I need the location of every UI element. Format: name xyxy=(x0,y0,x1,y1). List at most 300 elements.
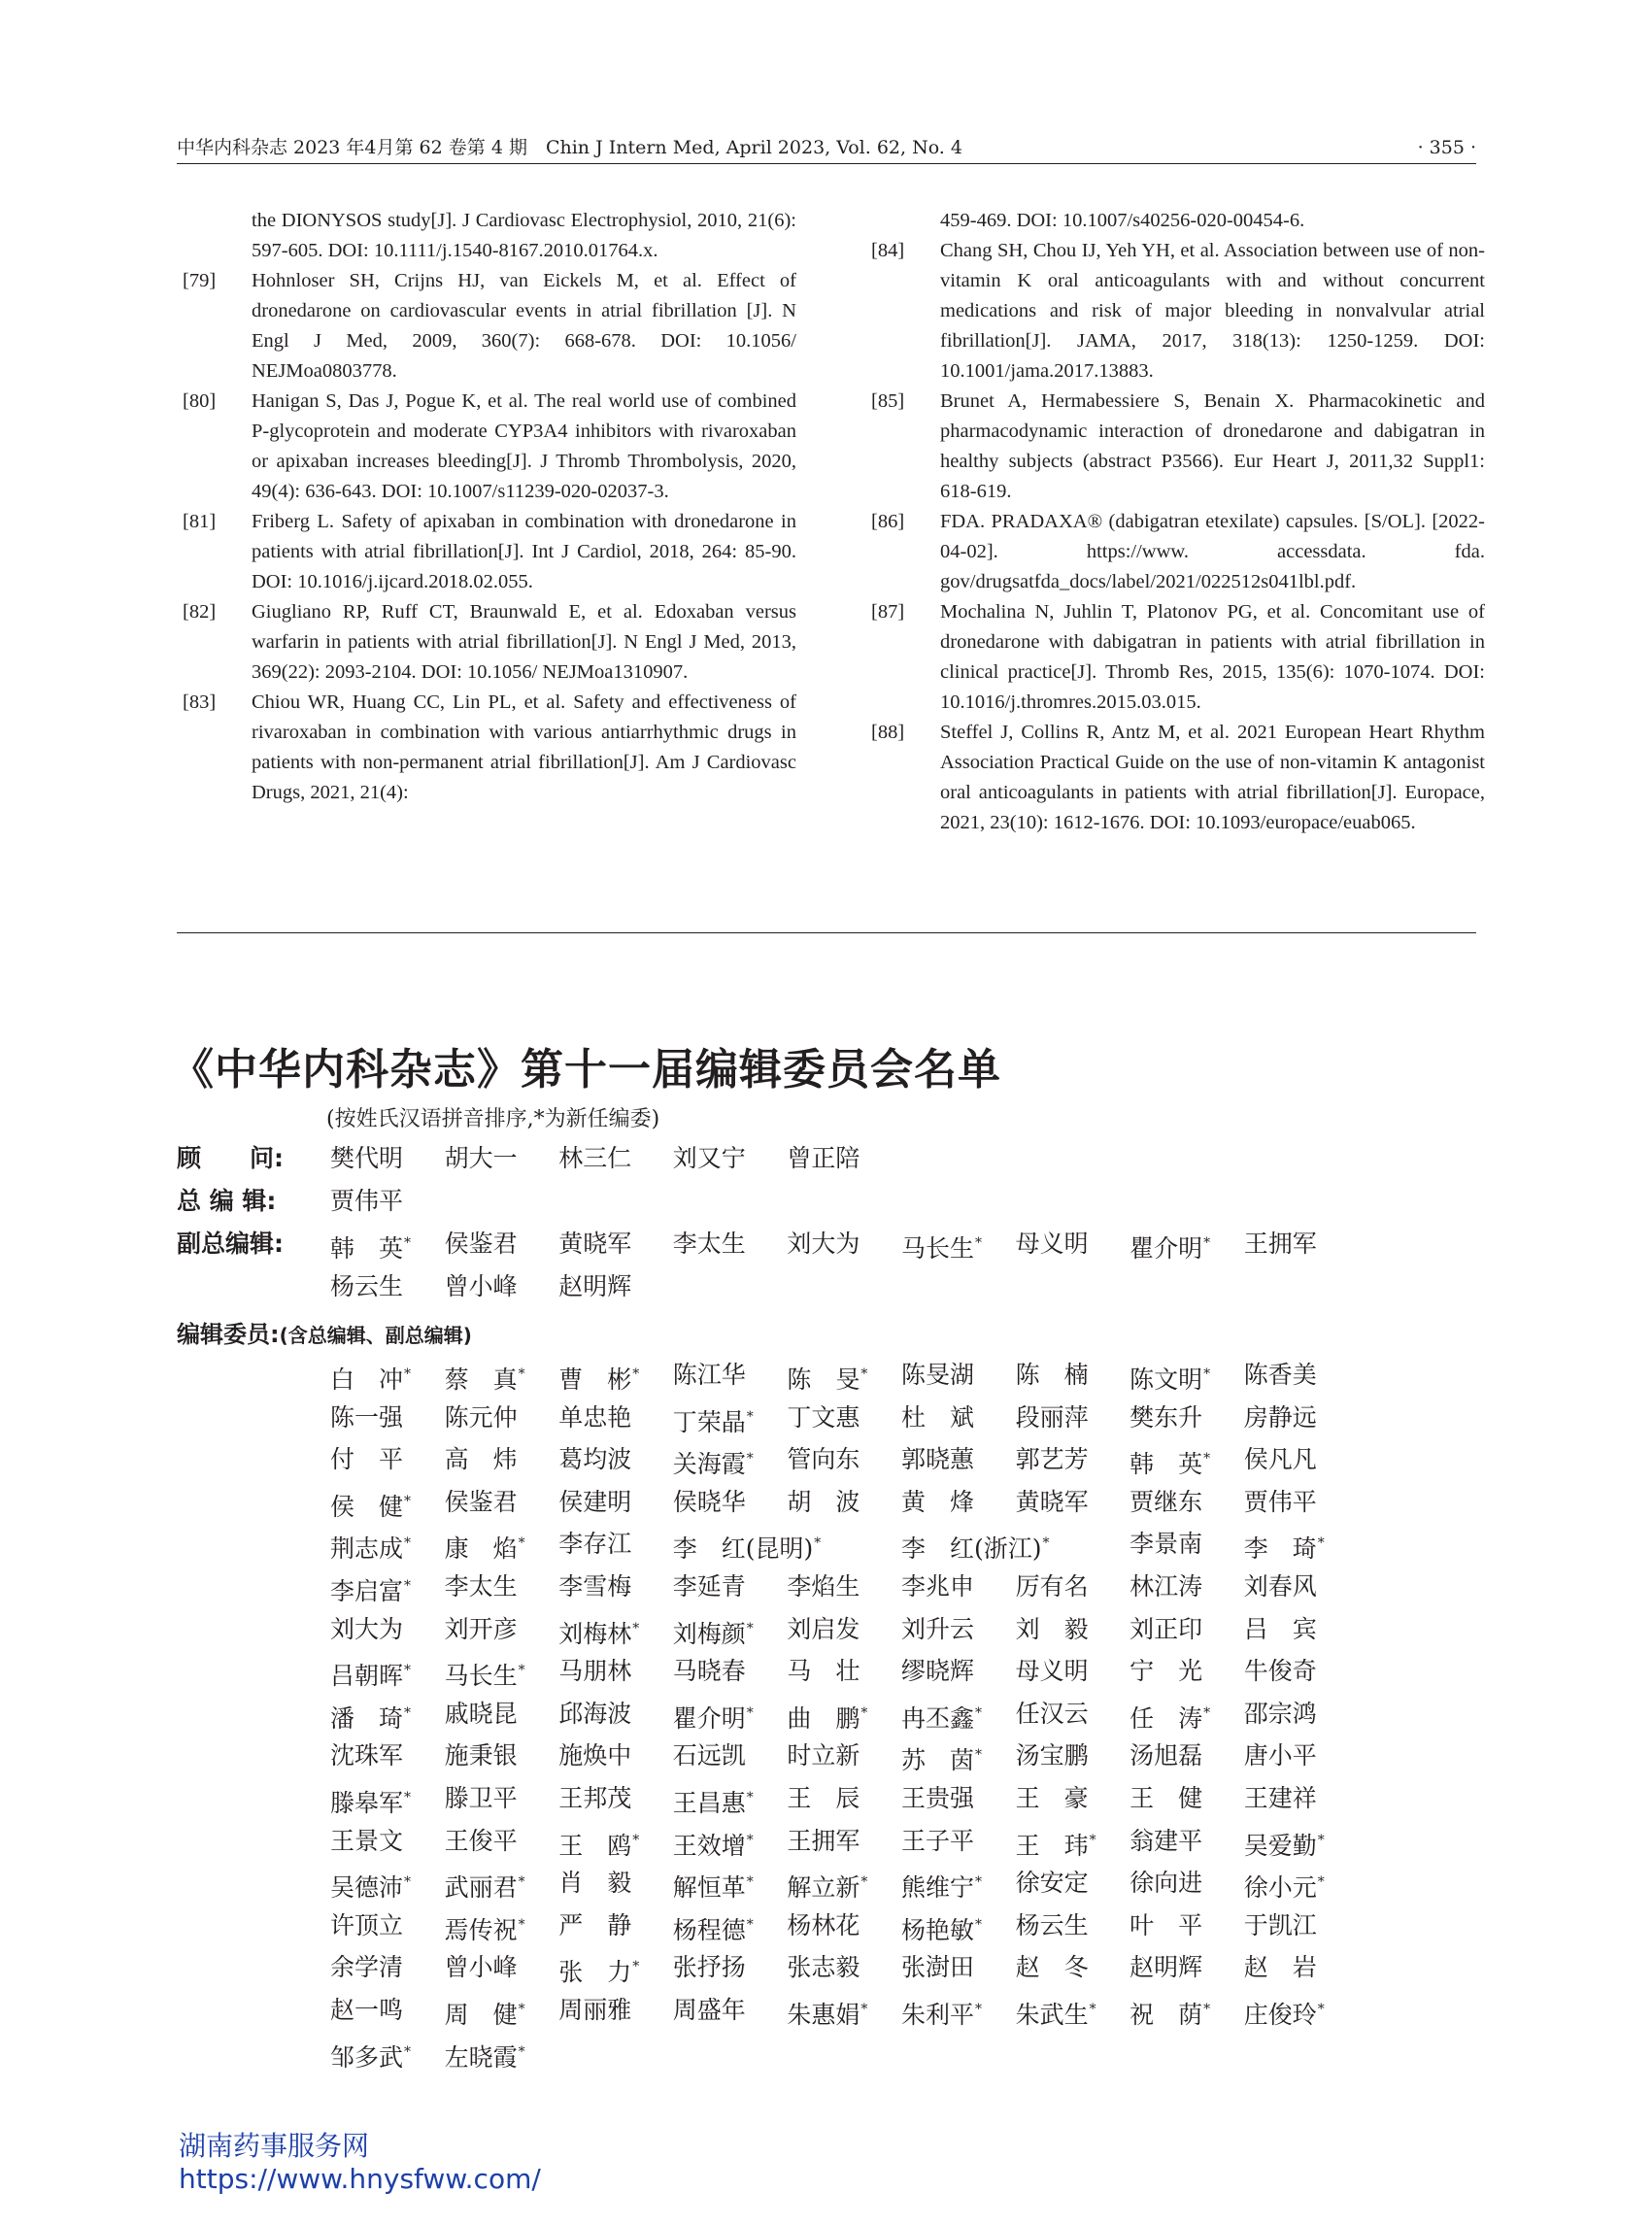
board-member-name xyxy=(445,1354,559,1397)
new-member-asterisk: * xyxy=(746,1832,754,1848)
board-member-name xyxy=(787,1862,901,1905)
member-name-text: 李景南 xyxy=(1129,1530,1203,1559)
board-member-name xyxy=(445,1481,559,1524)
new-member-asterisk: * xyxy=(404,1577,412,1594)
board-member-name xyxy=(1244,1820,1359,1863)
board-member-name xyxy=(445,1989,559,2032)
new-member-asterisk: * xyxy=(404,1663,412,1679)
board-member-name xyxy=(901,1820,1016,1863)
member-name-text: 王 玮 xyxy=(1015,1831,1089,1860)
board-member-name xyxy=(1129,1905,1244,1947)
board-member-name xyxy=(558,1223,673,1265)
new-member-asterisk: * xyxy=(404,1704,412,1721)
board-member-name xyxy=(901,1777,1016,1820)
reference-item xyxy=(183,688,796,808)
new-member-asterisk: * xyxy=(1203,2001,1211,2017)
member-name-text: 丁文惠 xyxy=(787,1402,860,1432)
new-member-asterisk: * xyxy=(1203,1235,1211,1251)
section-divider xyxy=(177,932,1476,933)
new-member-asterisk: * xyxy=(518,1535,525,1552)
board-member-name xyxy=(673,1223,788,1265)
new-member-asterisk: * xyxy=(1317,1535,1325,1552)
reference-number: [82] xyxy=(183,601,217,623)
board-member-name xyxy=(558,1946,673,1989)
member-name-text: 刘升云 xyxy=(900,1614,974,1643)
members-label-main: 编辑委员: xyxy=(177,1321,280,1348)
board-member-name xyxy=(1129,1438,1244,1481)
member-name-text: 解立新 xyxy=(787,1873,860,1903)
new-member-asterisk: * xyxy=(1089,1832,1096,1848)
board-member-name xyxy=(1244,1946,1359,1989)
new-member-asterisk: * xyxy=(632,1620,640,1636)
board-member-name xyxy=(787,1354,901,1397)
watermark-url: https://www.hnysfww.com/ xyxy=(179,2163,541,2195)
member-name-text: 郭艺芳 xyxy=(1015,1445,1089,1474)
board-member-name xyxy=(673,1820,788,1863)
page-number: · 355 · xyxy=(1417,137,1476,158)
member-name-text: 左晓霞 xyxy=(444,2042,518,2072)
board-member-name xyxy=(558,1265,673,1308)
board-member-name xyxy=(445,1608,559,1651)
reference-item xyxy=(871,597,1485,718)
member-name-text: 吴德沛 xyxy=(330,1873,404,1903)
new-member-asterisk: * xyxy=(518,2043,525,2060)
board-member-name xyxy=(558,1650,673,1693)
member-name-text: 张志毅 xyxy=(787,1953,860,1982)
member-name-text: 赵 岩 xyxy=(1243,1953,1317,1982)
board-member-name xyxy=(901,1481,1016,1524)
new-member-asterisk: * xyxy=(404,2043,412,2060)
member-name-text: 刘启发 xyxy=(787,1614,860,1643)
board-member-name xyxy=(1016,1777,1130,1820)
reference-number: [79] xyxy=(183,270,217,291)
board-member-name xyxy=(673,1523,901,1566)
reference-number: [85] xyxy=(871,390,905,412)
board-member-name xyxy=(445,1650,559,1693)
reference-text: Friberg L. Safety of apixaban in combination with dronedarone in patients with atrial fibrillation[J]. Int J Cardiol, 2018, 264: 85-90. DOI: 10.1016/j.ijcard.2018.02.055. xyxy=(252,511,796,592)
member-name-text: 赵明辉 xyxy=(1129,1953,1203,1982)
member-name-text: 付 平 xyxy=(330,1445,404,1474)
member-name-text: 许顶立 xyxy=(330,1910,404,1939)
member-name-text: 徐向进 xyxy=(1129,1869,1203,1898)
board-member-name xyxy=(330,1438,445,1481)
reference-item xyxy=(183,387,796,507)
board-member-name xyxy=(1129,1481,1244,1524)
new-member-asterisk: * xyxy=(1042,1535,1050,1552)
board-member-name xyxy=(673,1397,788,1439)
new-member-asterisk: * xyxy=(1203,1451,1211,1467)
board-member-name xyxy=(330,1137,445,1180)
member-name-text: 单忠艳 xyxy=(558,1402,632,1432)
reference-number: [88] xyxy=(871,722,905,743)
member-name-text: 管向东 xyxy=(787,1445,860,1474)
board-member-name xyxy=(330,1180,445,1223)
member-name-text: 马晓春 xyxy=(672,1657,746,1686)
member-name-text: 贾伟平 xyxy=(1243,1487,1317,1516)
reference-number: [84] xyxy=(871,240,905,261)
member-name-text: 段丽萍 xyxy=(1015,1402,1089,1432)
new-member-asterisk: * xyxy=(746,1408,754,1425)
new-member-asterisk: * xyxy=(974,1874,982,1891)
reference-item xyxy=(183,266,796,387)
board-member-name xyxy=(673,1905,788,1947)
member-name-text: 王效增 xyxy=(672,1831,746,1860)
board-member-name xyxy=(1244,1650,1359,1693)
board-member-name xyxy=(330,1650,445,1693)
member-name-text: 刘梅颜 xyxy=(672,1619,746,1648)
member-name-text: 施焕中 xyxy=(558,1741,632,1770)
board-member-name xyxy=(1244,1397,1359,1439)
member-name-text: 韩 英 xyxy=(1129,1450,1203,1479)
board-member-name xyxy=(901,1735,1016,1777)
member-name-text: 祝 荫 xyxy=(1129,2000,1203,2029)
member-name-text: 李 红(昆明) xyxy=(672,1534,814,1564)
board-member-name xyxy=(445,1946,559,1989)
member-name-text: 瞿介明 xyxy=(1129,1234,1203,1263)
new-member-asterisk: * xyxy=(632,1366,640,1382)
board-member-name xyxy=(673,1481,788,1524)
board-member-name xyxy=(1244,1481,1359,1524)
member-name-text: 陈一强 xyxy=(330,1402,404,1432)
member-name-text: 李兆申 xyxy=(900,1571,974,1601)
member-name-text: 瞿介明 xyxy=(672,1703,746,1733)
member-name-text: 王建祥 xyxy=(1243,1783,1317,1812)
member-name-text: 王子平 xyxy=(900,1826,974,1855)
board-member-name xyxy=(901,1438,1016,1481)
member-name-text: 牛俊奇 xyxy=(1243,1657,1317,1686)
reference-item xyxy=(871,206,1485,236)
member-name-text: 吕 宾 xyxy=(1243,1614,1317,1643)
references-right-column xyxy=(871,206,1485,838)
member-name-text: 康 焰 xyxy=(444,1534,518,1564)
new-member-asterisk: * xyxy=(518,1663,525,1679)
board-member-name xyxy=(1129,1862,1244,1905)
member-name-text: 张澍田 xyxy=(900,1953,974,1982)
new-member-asterisk: * xyxy=(746,1704,754,1721)
member-name-text: 王俊平 xyxy=(444,1826,518,1855)
member-name-text: 曾正陪 xyxy=(787,1144,860,1172)
members-sublabel: (含总编辑、副总编辑) xyxy=(279,1324,472,1347)
board-member-name xyxy=(1129,1397,1244,1439)
board-member-name xyxy=(1016,1693,1130,1736)
member-name-text: 王景文 xyxy=(330,1826,404,1855)
board-member-name xyxy=(1129,1354,1244,1397)
board-member-name xyxy=(330,1354,445,1397)
board-member-name xyxy=(1129,1650,1244,1693)
new-member-asterisk: * xyxy=(1089,2001,1096,2017)
new-member-asterisk: * xyxy=(404,1874,412,1891)
member-name-text: 黄 烽 xyxy=(900,1487,974,1516)
reference-item xyxy=(871,387,1485,507)
board-member-name xyxy=(558,1397,673,1439)
member-name-text: 滕卫平 xyxy=(444,1783,518,1812)
reference-text: Mochalina N, Juhlin T, Platonov PG, et al. Concomitant use of dronedarone with dabigatran in patients with atrial fibrillation in clinical practice[J]. Thromb Res, 2015, 135(6): 1070-1074. DOI: 10.1016/j.thromres.2015.03.015. xyxy=(940,601,1485,713)
member-name-text: 王 鸥 xyxy=(558,1831,632,1860)
reference-text: Hanigan S, Das J, Pogue K, et al. The real world use of combined P-glycoprotein and moderate CYP3A4 inhibitors with rivaroxaban or apixaban increases bleeding[J]. J Thromb Thrombolysis, 2020, 49(4): 636-643. DOI: 10.1007/s11239-020-02037-3. xyxy=(252,390,796,502)
member-name-text: 周丽雅 xyxy=(558,1995,632,2024)
member-name-text: 李雪梅 xyxy=(558,1571,632,1601)
reference-text: 459-469. DOI: 10.1007/s40256-020-00454-6. xyxy=(940,210,1305,231)
board-member-name xyxy=(558,1481,673,1524)
board-member-name xyxy=(558,1438,673,1481)
member-name-text: 林三仁 xyxy=(558,1144,632,1172)
member-name-text: 王邦茂 xyxy=(558,1783,632,1812)
board-member-name xyxy=(901,1223,1016,1265)
board-member-name xyxy=(445,1820,559,1863)
member-name-text: 侯凡凡 xyxy=(1243,1445,1317,1474)
board-member-name xyxy=(445,1523,559,1566)
new-member-asterisk: * xyxy=(746,1451,754,1467)
member-name-text: 陈旻湖 xyxy=(900,1361,974,1389)
member-name-text: 唐小平 xyxy=(1243,1741,1317,1770)
board-member-name xyxy=(673,1650,788,1693)
new-member-asterisk: * xyxy=(404,1535,412,1552)
board-member-name xyxy=(558,1820,673,1863)
member-name-text: 刘正印 xyxy=(1129,1614,1203,1643)
board-member-name xyxy=(787,1989,901,2032)
member-name-text: 王昌惠 xyxy=(672,1788,746,1817)
member-name-text: 汤宝鹏 xyxy=(1015,1741,1089,1770)
board-member-name xyxy=(673,1566,788,1608)
member-name-text: 樊东升 xyxy=(1129,1402,1203,1432)
member-name-text: 李 琦 xyxy=(1243,1534,1317,1564)
member-name-text: 厉有名 xyxy=(1015,1571,1089,1601)
board-member-name xyxy=(330,1777,445,1820)
board-member-name xyxy=(787,1946,901,1989)
reference-item xyxy=(871,236,1485,387)
advisors-list xyxy=(330,1137,1379,1180)
member-name-text: 王 健 xyxy=(1129,1783,1203,1812)
new-member-asterisk: * xyxy=(404,1235,412,1251)
board-member-name xyxy=(901,1650,1016,1693)
board-member-name xyxy=(1016,1905,1130,1947)
board-member-name xyxy=(1016,1438,1130,1481)
member-name-text: 陈香美 xyxy=(1243,1361,1317,1389)
board-member-name xyxy=(1129,1989,1244,2032)
members-label xyxy=(177,1318,472,1352)
member-name-text: 汤旭磊 xyxy=(1129,1741,1203,1770)
member-name-text: 马长生 xyxy=(444,1662,518,1691)
board-member-name xyxy=(1129,1946,1244,1989)
member-name-text: 李太生 xyxy=(444,1571,518,1601)
board-member-name xyxy=(673,1862,788,1905)
new-member-asterisk: * xyxy=(518,1366,525,1382)
new-member-asterisk: * xyxy=(860,2001,868,2017)
member-name-text: 曲 鹏 xyxy=(787,1703,860,1733)
board-member-name xyxy=(901,1693,1016,1736)
board-member-name xyxy=(1016,1862,1130,1905)
member-name-text: 时立新 xyxy=(787,1741,860,1770)
member-name-text: 缪晓辉 xyxy=(900,1657,974,1686)
member-name-text: 侯鉴君 xyxy=(444,1487,518,1516)
member-name-text: 曾小峰 xyxy=(444,1271,518,1300)
board-member-name xyxy=(558,1905,673,1947)
board-member-name xyxy=(1016,1820,1130,1863)
board-member-name xyxy=(1244,1354,1359,1397)
reference-text: Chiou WR, Huang CC, Lin PL, et al. Safety and effectiveness of rivaroxaban in combination with various antiarrhythmic drugs in patients with non-permanent atrial fibrillation[J]. Am J Cardiovasc Drugs, 2021, 21(4): xyxy=(252,691,796,803)
new-member-asterisk: * xyxy=(404,1493,412,1509)
board-member-name xyxy=(330,1989,445,2032)
board-member-name xyxy=(558,1354,673,1397)
member-name-text: 胡 波 xyxy=(787,1487,860,1516)
board-member-name xyxy=(330,1523,445,1566)
reference-number: [86] xyxy=(871,511,905,532)
member-name-text: 蔡 真 xyxy=(444,1365,518,1394)
new-member-asterisk: * xyxy=(860,1366,868,1382)
new-member-asterisk: * xyxy=(746,1874,754,1891)
board-member-name xyxy=(330,1397,445,1439)
member-name-text: 王 辰 xyxy=(787,1783,860,1812)
board-member-name xyxy=(1016,1223,1130,1265)
board-member-name xyxy=(445,1438,559,1481)
board-member-name xyxy=(558,1523,673,1566)
member-name-text: 韩 英 xyxy=(330,1234,404,1263)
board-member-name xyxy=(1016,1608,1130,1651)
board-member-name xyxy=(787,1735,901,1777)
member-name-text: 杨程德 xyxy=(672,1915,746,1944)
board-member-name xyxy=(558,1735,673,1777)
new-member-asterisk: * xyxy=(518,2001,525,2017)
board-member-name xyxy=(445,1397,559,1439)
member-name-text: 高 炜 xyxy=(444,1445,518,1474)
board-member-name xyxy=(1016,1397,1130,1439)
board-member-name xyxy=(673,1354,788,1397)
member-name-text: 余学清 xyxy=(330,1953,404,1982)
board-member-name xyxy=(787,1693,901,1736)
reference-text: Steffel J, Collins R, Antz M, et al. 2021 European Heart Rhythm Association Practical Guide on the use of non-vitamin K antagonist oral anticoagulants in patients with atrial fibrillation[J]. Europace, 2021, 23(10): 1612-1676. DOI: 10.1093/europace/euab065. xyxy=(940,722,1485,833)
board-member-name xyxy=(445,1566,559,1608)
board-member-name xyxy=(1129,1777,1244,1820)
board-member-name xyxy=(1129,1523,1244,1566)
board-member-name xyxy=(901,1862,1016,1905)
member-name-text: 周 健 xyxy=(444,2000,518,2029)
board-member-name xyxy=(673,1777,788,1820)
board-member-name xyxy=(1129,1735,1244,1777)
member-name-text: 吕朝晖 xyxy=(330,1662,404,1691)
member-name-text: 叶 平 xyxy=(1129,1910,1203,1939)
board-member-name xyxy=(1244,1608,1359,1651)
new-member-asterisk: * xyxy=(746,1789,754,1805)
new-member-asterisk: * xyxy=(860,1704,868,1721)
board-member-name xyxy=(558,1566,673,1608)
member-name-text: 陈文明 xyxy=(1129,1365,1203,1394)
board-member-name xyxy=(1244,1989,1359,2032)
member-name-text: 黄晓军 xyxy=(558,1230,632,1258)
member-name-text: 刘又宁 xyxy=(672,1144,746,1172)
member-name-text: 于凯江 xyxy=(1243,1910,1317,1939)
board-member-name xyxy=(673,1438,788,1481)
board-member-name xyxy=(445,1223,559,1265)
board-member-name xyxy=(330,1693,445,1736)
member-name-text: 马朋林 xyxy=(558,1657,632,1686)
board-member-name xyxy=(673,1137,788,1180)
member-name-text: 杜 斌 xyxy=(900,1402,974,1432)
new-member-asterisk: * xyxy=(632,1832,640,1848)
board-member-name xyxy=(1244,1566,1359,1608)
member-name-text: 刘 毅 xyxy=(1015,1614,1089,1643)
new-member-asterisk: * xyxy=(860,1874,868,1891)
board-member-name xyxy=(1244,1862,1359,1905)
member-name-text: 焉传祝 xyxy=(444,1915,518,1944)
board-member-name xyxy=(901,1989,1016,2032)
board-member-name xyxy=(330,1905,445,1947)
new-member-asterisk: * xyxy=(1203,1366,1211,1382)
board-member-name xyxy=(330,1820,445,1863)
member-name-text: 熊维宁 xyxy=(900,1873,974,1903)
member-name-text: 樊代明 xyxy=(330,1144,404,1172)
board-member-name xyxy=(901,1905,1016,1947)
member-name-text: 关海霞 xyxy=(672,1450,746,1479)
new-member-asterisk: * xyxy=(1203,1704,1211,1721)
running-header xyxy=(177,132,1476,164)
board-member-name xyxy=(330,1735,445,1777)
member-name-text: 陈江华 xyxy=(672,1361,746,1389)
member-name-text: 邹多武 xyxy=(330,2042,404,2072)
advisors-label: 顾 问: xyxy=(177,1144,284,1172)
member-name-text: 冉丕鑫 xyxy=(900,1703,974,1733)
member-name-text: 赵 冬 xyxy=(1015,1953,1089,1982)
member-name-text: 白 冲 xyxy=(330,1365,404,1394)
member-name-text: 邱海波 xyxy=(558,1699,632,1728)
board-member-name xyxy=(330,1566,445,1608)
member-name-text: 滕皋军 xyxy=(330,1788,404,1817)
member-name-text: 邵宗鸿 xyxy=(1243,1699,1317,1728)
member-name-text: 贾继东 xyxy=(1129,1487,1203,1516)
member-name-text: 刘大为 xyxy=(787,1230,860,1258)
member-name-text: 王拥军 xyxy=(787,1826,860,1855)
board-member-name xyxy=(558,1608,673,1651)
member-name-text: 戚晓昆 xyxy=(444,1699,518,1728)
member-name-text: 马长生 xyxy=(900,1234,974,1263)
new-member-asterisk: * xyxy=(1317,1874,1325,1891)
board-member-name xyxy=(787,1566,901,1608)
member-name-text: 刘春风 xyxy=(1243,1571,1317,1601)
new-member-asterisk: * xyxy=(1317,1832,1325,1848)
member-name-text: 任汉云 xyxy=(1015,1699,1089,1728)
board-member-name xyxy=(787,1223,901,1265)
new-member-asterisk: * xyxy=(974,1916,982,1933)
new-member-asterisk: * xyxy=(974,1235,982,1251)
board-member-name xyxy=(1129,1608,1244,1651)
member-name-text: 严 静 xyxy=(558,1910,632,1939)
board-member-name xyxy=(673,1735,788,1777)
member-name-text: 李 红(浙江) xyxy=(900,1534,1042,1564)
member-name-text: 周盛年 xyxy=(672,1995,746,2024)
member-name-text: 杨艳敏 xyxy=(900,1915,974,1944)
board-member-name xyxy=(330,1862,445,1905)
member-name-text: 赵一鸣 xyxy=(330,1995,404,2024)
new-member-asterisk: * xyxy=(404,1366,412,1382)
board-member-name xyxy=(558,1137,673,1180)
reference-text: Hohnloser SH, Crijns HJ, van Eickels M, et al. Effect of dronedarone on cardiovascular events in atrial fibrillation [J]. N Engl J Med, 2009, 360(7): 668-678. DOI: 10.1056/ NEJMoa0803778. xyxy=(252,270,796,382)
journal-citation: 中华内科杂志 2023 年4月第 62 卷第 4 期 Chin J Intern Med, April 2023, Vol. 62, No. 4 xyxy=(177,137,962,158)
board-member-name xyxy=(673,1693,788,1736)
member-name-text: 翁建平 xyxy=(1129,1826,1203,1855)
reference-number: [81] xyxy=(183,511,217,532)
reference-item xyxy=(871,718,1485,838)
board-member-name xyxy=(1244,1905,1359,1947)
board-member-name xyxy=(330,1223,445,1265)
member-name-text: 石远凯 xyxy=(672,1741,746,1770)
reference-text: FDA. PRADAXA® (dabigatran etexilate) capsules. [S/OL]. [2022-04-02]. https://www. accessdata. fda. gov/drugsatfda_docs/label/2021/022512s041lbl.pdf. xyxy=(940,511,1485,592)
member-name-text: 赵明辉 xyxy=(558,1271,632,1300)
deputy-editors-label: 副总编辑: xyxy=(177,1230,284,1258)
board-member-name xyxy=(1016,1946,1130,1989)
references-left-column xyxy=(183,206,796,808)
board-member-name xyxy=(901,1608,1016,1651)
reference-item xyxy=(183,597,796,688)
reference-number: [83] xyxy=(183,691,217,713)
